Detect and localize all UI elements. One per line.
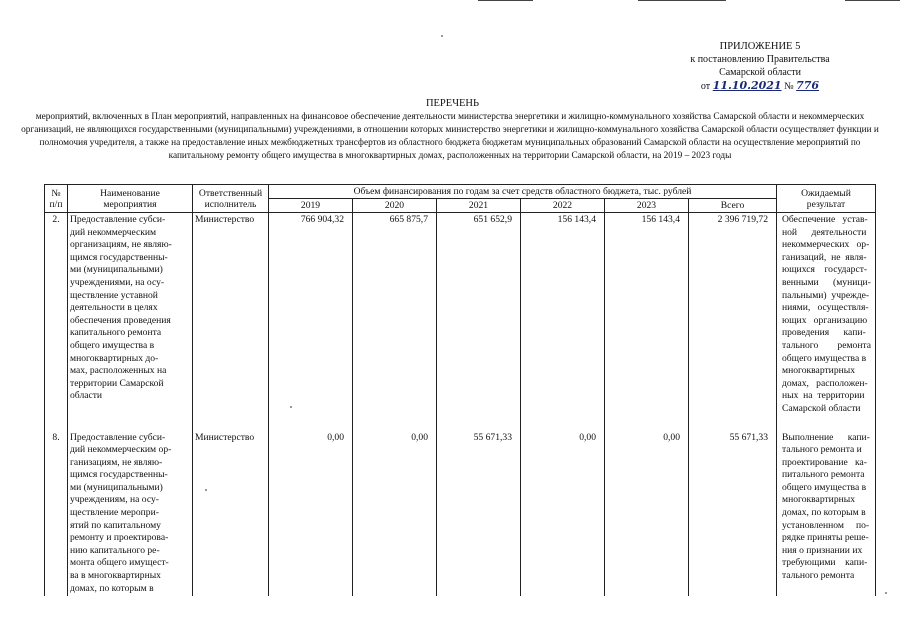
- header-row: [45, 185, 876, 199]
- row-activity: Предоставление субси- дий некоммерческим организациям, не являю- щимся государственны- ми (муниципальными) учреждениями, на осу- ществление уставной деятельности в целях обеспечения проведения капитального ремонта общего имущества в многоквартирных до- мах, расположенных на территории Самарской области: [68, 213, 193, 417]
- date-prefix: от: [700, 81, 711, 92]
- appendix-line-1: к постановлению Правительства: [690, 54, 830, 65]
- scan-edge-line: [478, 0, 533, 1]
- scan-speck: [441, 35, 443, 37]
- header-year: 2023: [605, 199, 689, 213]
- row-result: Выполнение капи- тального ремонта и проектирование ка- питального ремонта общего имущества в многоквартирных домах, по которым в установленном по- рядке приняты реше- ния о признании их требующими капи- тального ремонта: [777, 431, 876, 597]
- number-sign: №: [784, 81, 794, 92]
- row-value-2020: 0,00: [353, 431, 437, 597]
- header-year: 2021: [437, 199, 521, 213]
- row-result: Обеспечение устав- ной деятельности некоммерческих ор- ганизаций, не явля- ющихся государст- венными (муници- пальными) учрежде- ниями, осуществля- ющих организацию проведения капи- тального ремонта общего имущества в многоквартирных домах, расположен- ных на территории Самарской области: [777, 213, 876, 417]
- row-value-2020: 665 875,7: [353, 213, 437, 417]
- appendix-line-2: Самарской области: [719, 67, 801, 78]
- scan-speck: [290, 406, 292, 408]
- header-funding: Объем финансирования по годам за счет средств областного бюджета, тыс. рублей: [269, 185, 777, 199]
- row-num: 2.: [45, 213, 68, 417]
- row-num: 8.: [45, 431, 68, 597]
- appendix-date-line: [640, 79, 880, 93]
- header-activity: Наименование мероприятия: [68, 185, 193, 213]
- header-year: 2019: [269, 199, 353, 213]
- row-value-2023: 0,00: [605, 431, 689, 597]
- row-value-total: 2 396 719,72: [689, 213, 777, 417]
- row-value-2021: 55 671,33: [437, 431, 521, 597]
- row-value-2022: 0,00: [521, 431, 605, 597]
- row-value-2021: 651 652,9: [437, 213, 521, 417]
- header-year: 2020: [353, 199, 437, 213]
- header-num: № п/п: [45, 185, 68, 213]
- handwritten-date: 11.10.2021: [712, 79, 782, 92]
- scan-speck: [205, 489, 207, 491]
- scan-speck: [885, 592, 887, 594]
- row-executor: Министерство: [193, 431, 269, 597]
- scan-edge-line: [638, 0, 726, 1]
- row-value-total: 55 671,33: [689, 431, 777, 597]
- handwritten-number: 776: [796, 79, 820, 92]
- row-activity: Предоставление субси- дий некоммерческим ор- ганизациям, не являю- щимся государственны- ми (муниципальными) учреждениям, на осу- ществление меропри- ятий по капитальному ремонту и проектирова- нию капитального ре- монта общего имущест- ва в многоквартирных домах, по которым в: [68, 431, 193, 597]
- row-value-2019: 0,00: [269, 431, 353, 597]
- row-executor: Министерство: [193, 213, 269, 417]
- table-row: [45, 213, 876, 417]
- document-intro: мероприятий, включенных в План мероприятий, направленных на финансовое обеспечение деятельности министерства энергетики и жилищно-коммунального хозяйства Самарской области и некоммерческих организаций, не являющихся государственными (муниципальными) учреждениями, в отношении которых министерство энергетики и жилищно-коммунального хозяйства Самарской области осуществляет функции и полномочия учредителя, а также на предоставление иных межбюджетных трансфертов из областного бюджета бюджетам муниципальных образований Самарской области на осуществление мероприятий по капитальному ремонту общего имущества в многоквартирных домах, расположенных на территории Самарской области, на 2019 – 2023 годы: [21, 112, 879, 161]
- funding-table: [44, 184, 876, 596]
- document-title: ПЕРЕЧЕНЬ: [425, 98, 480, 109]
- appendix-block: [640, 40, 880, 93]
- scan-edge-line: [845, 0, 900, 1]
- row-value-2022: 156 143,4: [521, 213, 605, 417]
- appendix-title: ПРИЛОЖЕНИЕ 5: [719, 41, 801, 52]
- row-value-2023: 156 143,4: [605, 213, 689, 417]
- table-row: [45, 431, 876, 597]
- header-executor: Ответственный исполнитель: [193, 185, 269, 213]
- row-spacer: [45, 417, 876, 431]
- header-year: 2022: [521, 199, 605, 213]
- row-value-2019: 766 904,32: [269, 213, 353, 417]
- header-result: Ожидаемый результат: [777, 185, 876, 213]
- header-total: Всего: [689, 199, 777, 213]
